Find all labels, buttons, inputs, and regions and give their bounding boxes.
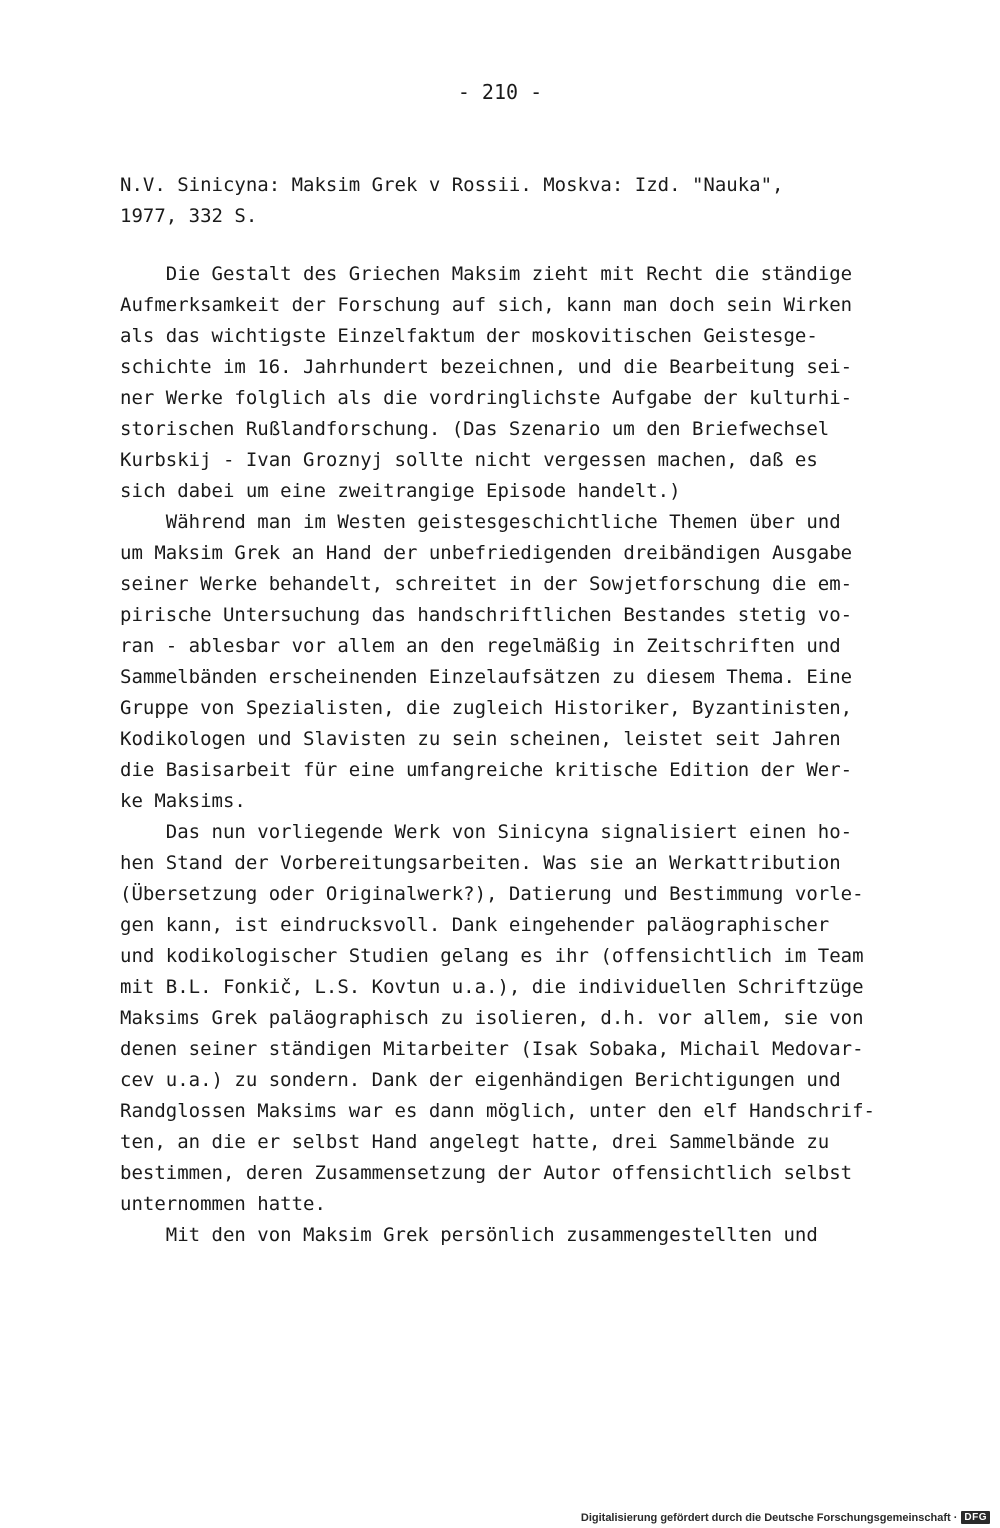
text-line: hen Stand der Vorbereitungsarbeiten. Was sie an Werkattribution — [120, 852, 841, 874]
text-line: sich dabei um eine zweitrangige Episode handelt.) — [120, 480, 681, 502]
text-line: denen seiner ständigen Mitarbeiter (Isak Sobaka, Michail Medovar- — [120, 1038, 864, 1060]
text-line: Während man im Westen geistesgeschichtliche Themen über und — [120, 511, 841, 533]
text-line: Die Gestalt des Griechen Maksim zieht mit Recht die ständige — [120, 263, 853, 285]
text-line: Mit den von Maksim Grek persönlich zusammengestellten und — [120, 1224, 818, 1246]
citation — [120, 170, 783, 232]
text-line: (Übersetzung oder Originalwerk?), Datierung und Bestimmung vorle- — [120, 883, 864, 905]
text-line: Aufmerksamkeit der Forschung auf sich, kann man doch sein Wirken — [120, 294, 853, 316]
text-line: ner Werke folglich als die vordringlichste Aufgabe der kulturhi- — [120, 387, 853, 409]
text-line: pirische Untersuchung das handschriftlichen Bestandes stetig vo- — [120, 604, 853, 626]
text-line: gen kann, ist eindrucksvoll. Dank eingehender paläographischer — [120, 914, 830, 936]
text-line: storischen Rußlandforschung. (Das Szenario um den Briefwechsel — [120, 418, 830, 440]
text-line: Das nun vorliegende Werk von Sinicyna signalisiert einen ho- — [120, 821, 853, 843]
text-line: und kodikologischer Studien gelang es ihr (offensichtlich im Team — [120, 945, 864, 967]
page-number: - 210 - — [457, 80, 543, 104]
text-line: ten, an die er selbst Hand angelegt hatte, drei Sammelbände zu — [120, 1131, 830, 1153]
text-line: um Maksim Grek an Hand der unbefriedigenden dreibändigen Ausgabe — [120, 542, 853, 564]
text-line: mit B.L. Fonkič, L.S. Kovtun u.a.), die individuellen Schriftzüge — [120, 976, 864, 998]
citation-line: N.V. Sinicyna: Maksim Grek v Rossii. Moskva: Izd. "Nauka", — [120, 174, 784, 196]
text-line: unternommen hatte. — [120, 1193, 326, 1215]
text-line: schichte im 16. Jahrhundert bezeichnen, und die Bearbeitung sei- — [120, 356, 853, 378]
text-line: Kurbskij - Ivan Groznyj sollte nicht vergessen machen, daß es — [120, 449, 818, 471]
text-line: Sammelbänden erscheinenden Einzelaufsätzen zu diesem Thema. Eine — [120, 666, 853, 688]
text-line: bestimmen, deren Zusammensetzung der Autor offensichtlich selbst — [120, 1162, 853, 1184]
text-line: als das wichtigste Einzelfaktum der moskovitischen Geistesge- — [120, 325, 818, 347]
review-body — [120, 259, 875, 1251]
text-line: cev u.a.) zu sondern. Dank der eigenhändigen Berichtigungen und — [120, 1069, 841, 1091]
text-line: Gruppe von Spezialisten, die zugleich Historiker, Byzantinisten, — [120, 697, 853, 719]
footer-credit-text: Digitalisierung gefördert durch die Deutsche Forschungsgemeinschaft · — [580, 1511, 958, 1524]
citation-line: 1977, 332 S. — [120, 205, 258, 227]
text-line: ke Maksims. — [120, 790, 246, 812]
digitization-credit — [581, 1511, 990, 1524]
text-line: die Basisarbeit für eine umfangreiche kritische Edition der Wer- — [120, 759, 853, 781]
text-line: Kodikologen und Slavisten zu sein scheinen, leistet seit Jahren — [120, 728, 841, 750]
text-line: ran - ablesbar vor allem an den regelmäßig in Zeitschriften und — [120, 635, 841, 657]
text-line: Randglossen Maksims war es dann möglich, unter den elf Handschrif- — [120, 1100, 875, 1122]
text-line: Maksims Grek paläographisch zu isolieren, d.h. vor allem, sie von — [120, 1007, 864, 1029]
text-line: seiner Werke behandelt, schreitet in der Sowjetforschung die em- — [120, 573, 853, 595]
dfg-logo: DFG — [961, 1511, 990, 1524]
